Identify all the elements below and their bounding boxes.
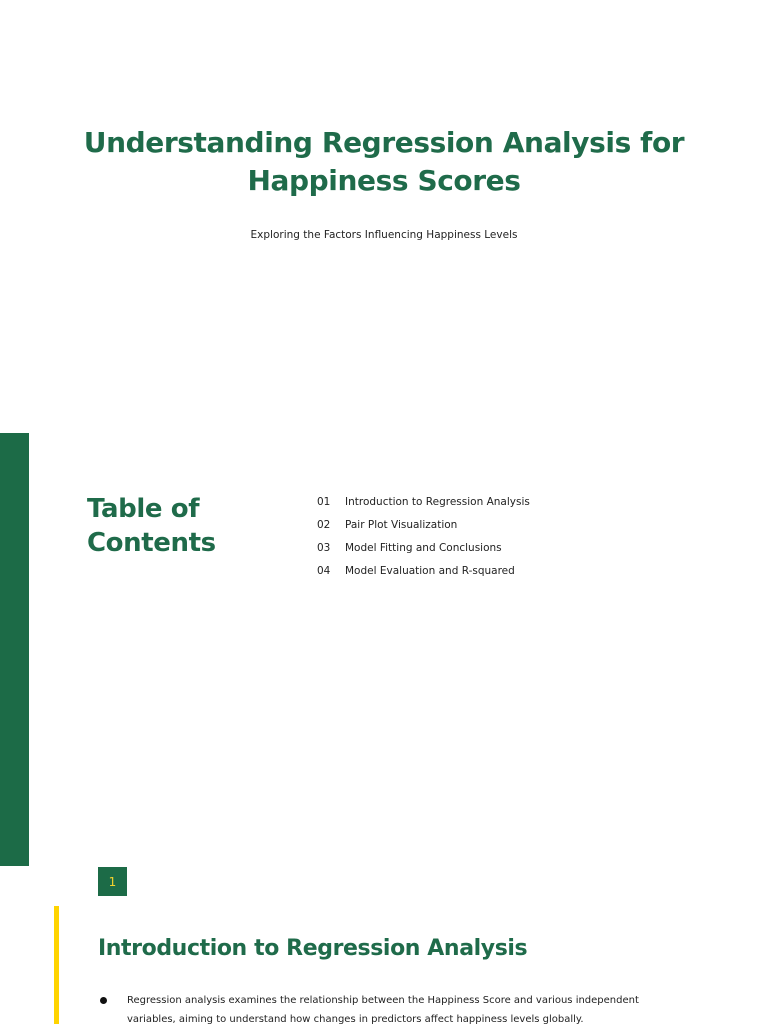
toc-item-number: 02 <box>317 518 331 531</box>
toc-item-label: Pair Plot Visualization <box>345 518 458 531</box>
bullet-text: Regression analysis examines the relationship between the Happiness Score and various independent variables, aiming to understand how changes in predictors affect happiness levels globally. <box>127 995 639 1025</box>
toc-item-label: Model Evaluation and R-squared <box>345 564 515 577</box>
page-subtitle: Exploring the Factors Influencing Happiness Levels <box>250 229 518 241</box>
toc-item-label: Model Fitting and Conclusions <box>345 541 502 554</box>
section-number-badge: 1 <box>98 867 127 896</box>
toc-item-2[interactable] <box>317 513 530 536</box>
page-title: Understanding Regression Analysis for Happiness Scores <box>83 126 685 197</box>
bullet-dot-icon <box>100 997 107 1004</box>
toc-item-1[interactable] <box>317 490 530 513</box>
toc-item-number: 04 <box>317 564 331 577</box>
toc-item-number: 03 <box>317 541 331 554</box>
toc-item-3[interactable] <box>317 536 530 559</box>
toc-item-number: 01 <box>317 495 331 508</box>
toc-heading-line-2: Contents <box>87 528 216 558</box>
toc-item-label: Introduction to Regression Analysis <box>345 495 530 508</box>
section-bullet-list <box>100 991 660 1029</box>
bullet-item <box>100 991 660 1029</box>
toc-list <box>317 490 530 582</box>
section-heading: Introduction to Regression Analysis <box>98 936 528 961</box>
toc-heading <box>87 492 216 560</box>
yellow-accent-line <box>54 906 59 1024</box>
toc-heading-line-1: Table of <box>87 494 200 524</box>
toc-item-4[interactable] <box>317 559 530 582</box>
green-side-bar <box>0 433 29 866</box>
